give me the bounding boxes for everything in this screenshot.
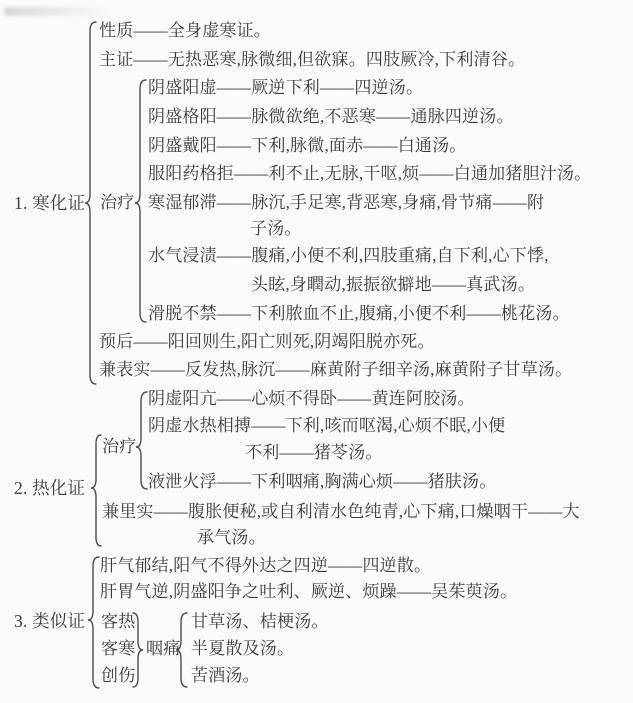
treatment-item-cont: 不利——猪苓汤。 <box>245 443 383 462</box>
brace-section2-treatment-icon <box>136 392 147 489</box>
treatment-item: 阴虚水热相搏——下利,咳而呕渴,心烦不眠,小便 <box>148 416 506 435</box>
brace-section3-icon <box>88 557 99 688</box>
treatment-item: 阴盛戴阳——下利,脉微,面赤——白通汤。 <box>148 136 467 155</box>
scan-artifact <box>4 7 114 16</box>
brace-section2-icon <box>91 435 101 546</box>
row-exterior-excess: 兼表实——反发热,脉沉——麻黄附子细辛汤,麻黄附子甘草汤。 <box>99 360 573 379</box>
symptom-sore-throat: 咽痛 <box>146 639 181 658</box>
formula-item: 苦酒汤。 <box>191 666 260 685</box>
row-similar-2: 肝胃气逆,阴盛阳争之吐利、厥逆、烦躁——吴茱萸汤。 <box>100 582 518 601</box>
label-heat-transformation: 2. 热化证 <box>14 478 86 498</box>
cause-item: 创伤 <box>101 666 136 685</box>
treatment-item: 阴盛格阳——脉微欲绝,不恶寒——通脉四逆汤。 <box>148 107 514 126</box>
label-similar-syndromes: 3. 类似证 <box>14 611 86 631</box>
row-similar-1: 肝气郁结,阳气不得外达之四逆——四逆散。 <box>100 556 432 575</box>
row-prognosis: 预后——阳回则生,阳亡则死,阴竭阳脱亦死。 <box>99 332 435 351</box>
row-main-syndrome: 主证——无热恶寒,脉微细,但欲寐。四肢厥冷,下利清谷。 <box>99 50 526 69</box>
treatment-item-cont: 头眩,身瞤动,振振欲擗地——真武汤。 <box>251 275 536 294</box>
treatment-label: 治疗 <box>100 193 135 212</box>
cause-item: 客热 <box>101 612 136 631</box>
formula-item: 甘草汤、桔梗汤。 <box>191 612 329 631</box>
treatment-item: 服阳药格拒——利不止,无脉,干呕,烦——白通加猪胆汁汤。 <box>148 164 592 183</box>
treatment-item: 液泄火浮——下利咽痛,胸满心烦——猪肤汤。 <box>148 472 497 491</box>
treatment-item: 寒湿郁滞——脉沉,手足寒,背恶寒,身痛,骨节痛——附 <box>148 193 545 212</box>
row-interior-excess-cont: 承气汤。 <box>197 528 266 547</box>
treatment-item: 阴虚阳亢——心烦不得卧——黄连阿胶汤。 <box>148 389 475 408</box>
treatment-item: 水气浸渍——腹痛,小便不利,四肢重痛,自下利,心下悸, <box>148 246 549 265</box>
label-cold-transformation: 1. 寒化证 <box>14 193 86 213</box>
treatment-label: 治疗 <box>102 437 137 456</box>
brace-section1-treatment-icon <box>135 80 146 322</box>
treatment-item: 阴盛阳虚——厥逆下利——四逆汤。 <box>148 78 424 97</box>
formula-item: 半夏散及汤。 <box>191 639 295 658</box>
treatment-item: 滑脱不禁——下利脓血不止,腹痛,小便不利——桃花汤。 <box>148 304 570 323</box>
cause-item: 客寒 <box>101 639 136 658</box>
brace-section1-icon <box>85 22 96 384</box>
treatment-item-cont: 子汤。 <box>250 219 302 238</box>
row-nature: 性质——全身虚寒证。 <box>99 21 271 40</box>
row-interior-excess: 兼里实——腹胀便秘,或自利清水色纯青,心下痛,口燥咽干——大 <box>102 502 580 521</box>
